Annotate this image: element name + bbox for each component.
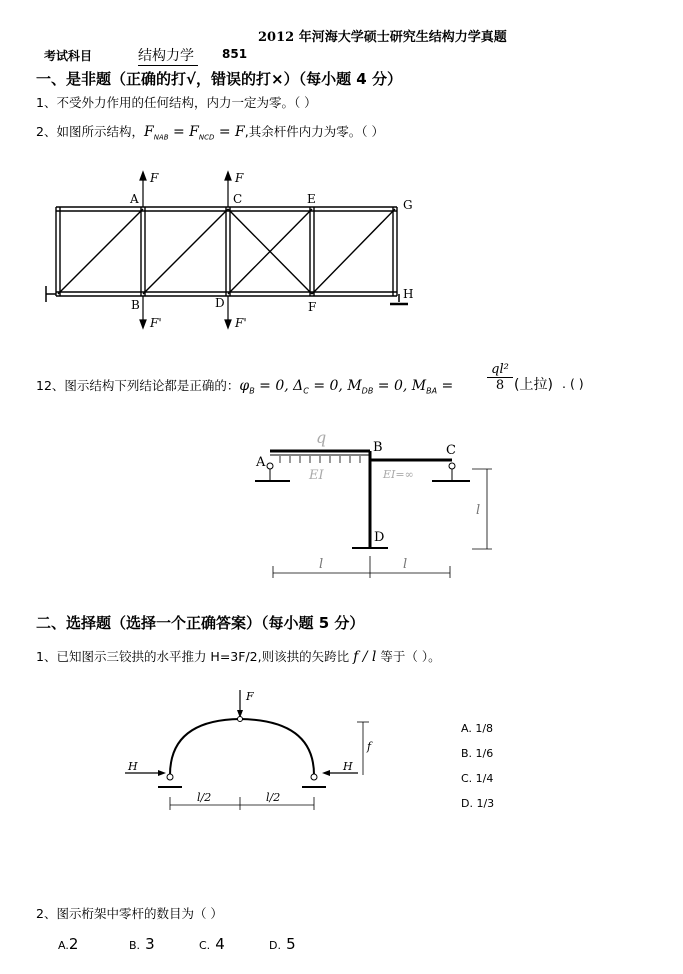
frame-dim-l1: l [319, 557, 324, 572]
section2-heading: 二、选择题（选择一个正确答案）（每小题 5 分） [36, 614, 365, 632]
q12-paren: (上拉) [514, 377, 553, 393]
q12-phi: φ [239, 378, 250, 394]
force-label-3: F' [150, 316, 162, 330]
q12-sub-c: C [303, 386, 309, 396]
s2q1-suffix: 等于（ ）。 [380, 649, 441, 664]
s2q2-option-b-letter: B. [129, 939, 141, 952]
s2q1-prefix: 1、已知图示三铰拱的水平推力 H=3F/2,则该拱的矢跨比 [36, 649, 350, 664]
s2q2-option-a-value: 2 [68, 935, 79, 953]
s2q2-option-d-letter: D. [269, 939, 281, 952]
force-label-1: F [150, 171, 159, 185]
truss-label-h: H [403, 287, 414, 301]
q12-sub-ba: BA [426, 386, 438, 396]
subject-label: 考试科目 [44, 49, 93, 63]
s2q1-option-d[interactable]: D. 1/3 [461, 797, 495, 810]
s1-question-2 [36, 122, 384, 142]
q2-eq2: = F [214, 124, 245, 140]
arch-figure [0, 685, 683, 815]
arch-label-f-rise: f [367, 740, 372, 753]
section1-heading: 一、是非题（正确的打√，错误的打×）（每小题 4 分） [36, 70, 402, 88]
q2-suffix: ,其余杆件内力为零。（ ） [244, 124, 384, 139]
arch-label-h-right: H [343, 760, 353, 773]
arch-label-f-force: F [246, 690, 254, 703]
s2-question-1 [36, 647, 441, 665]
q12-fraction [487, 362, 513, 393]
truss-label-b: B [131, 298, 140, 312]
s2q2-option-a[interactable] [58, 934, 78, 953]
arch-label-half2: l/2 [266, 791, 281, 804]
s2q2-option-b[interactable] [129, 934, 155, 953]
frame-label-q: q [316, 428, 327, 447]
frame-dim-l2: l [403, 557, 408, 572]
subject-name: 结构力学 [138, 45, 198, 66]
q12-frac-den: 8 [495, 378, 505, 393]
frame-label-d: D [374, 530, 385, 545]
frame-dim-l-right: l [476, 503, 481, 518]
frame-label-a: A [256, 455, 266, 470]
page-title: 2012 年河海大学硕士研究生结构力学真题 [258, 30, 507, 45]
force-label-4: F' [235, 316, 247, 330]
q12-mba: = 0, M [373, 378, 427, 394]
q12-sub-b: B [249, 386, 255, 396]
q12-frac-num: ql² [487, 362, 513, 378]
s2q2-option-d-value: 5 [286, 935, 296, 953]
s2q2-option-b-value: 3 [145, 935, 155, 953]
s2q2-option-c-value: 4 [215, 935, 225, 953]
q2-prefix: 2、如图所示结构， [36, 124, 144, 139]
q2-sub2: NCD [198, 133, 215, 142]
frame-label-ei: EI [309, 468, 324, 483]
frame-figure [0, 425, 683, 585]
s2q1-option-c[interactable]: C. 1/4 [461, 772, 494, 785]
q12-sub-db: DB [361, 386, 374, 396]
truss-label-e: E [307, 192, 316, 206]
s2q2-option-a-letter: A. [58, 939, 69, 952]
q2-math-f1: F [143, 124, 154, 140]
truss-label-c: C [233, 192, 243, 206]
s1-question-12 [36, 376, 453, 396]
truss-label-f: F [308, 300, 317, 314]
s2q2-option-c[interactable] [199, 934, 225, 953]
q2-sub1: NAB [153, 133, 169, 142]
q2-eq1: = [168, 124, 190, 140]
q12-mdb: = 0, M [308, 378, 362, 394]
truss-figure [0, 160, 683, 340]
arch-label-half1: l/2 [197, 791, 212, 804]
s2q2-option-c-letter: C. [199, 939, 211, 952]
subject-code: 851 [222, 47, 248, 61]
q2-math-f2: F [189, 124, 199, 140]
frame-label-c: C [446, 443, 456, 458]
q12-delta: = 0, Δ [254, 378, 304, 394]
q12-blank: . ( ) [562, 376, 584, 391]
truss-label-a: A [130, 192, 139, 206]
q12-prefix: 12、图示结构下列结论都是正确的： [36, 378, 240, 393]
force-label-2: F [235, 171, 244, 185]
truss-label-d: D [215, 296, 225, 310]
frame-label-b: B [373, 440, 383, 455]
s2q1-option-a[interactable]: A. 1/8 [461, 722, 494, 735]
s2q1-math: f / l [353, 649, 377, 665]
s2q1-option-b[interactable]: B. 1/6 [461, 747, 494, 760]
truss-label-g: G [403, 198, 413, 212]
q12-eq: = [437, 378, 454, 394]
frame-label-ei-inf: EI=∞ [383, 468, 414, 481]
s1-question-1: 1、不受外力作用的任何结构，内力一定为零。（ ） [36, 95, 317, 110]
s2q2-option-d[interactable] [269, 934, 296, 953]
arch-label-h-left: H [128, 760, 138, 773]
s2-question-2: 2、图示桁架中零杆的数目为（ ） [36, 906, 223, 921]
